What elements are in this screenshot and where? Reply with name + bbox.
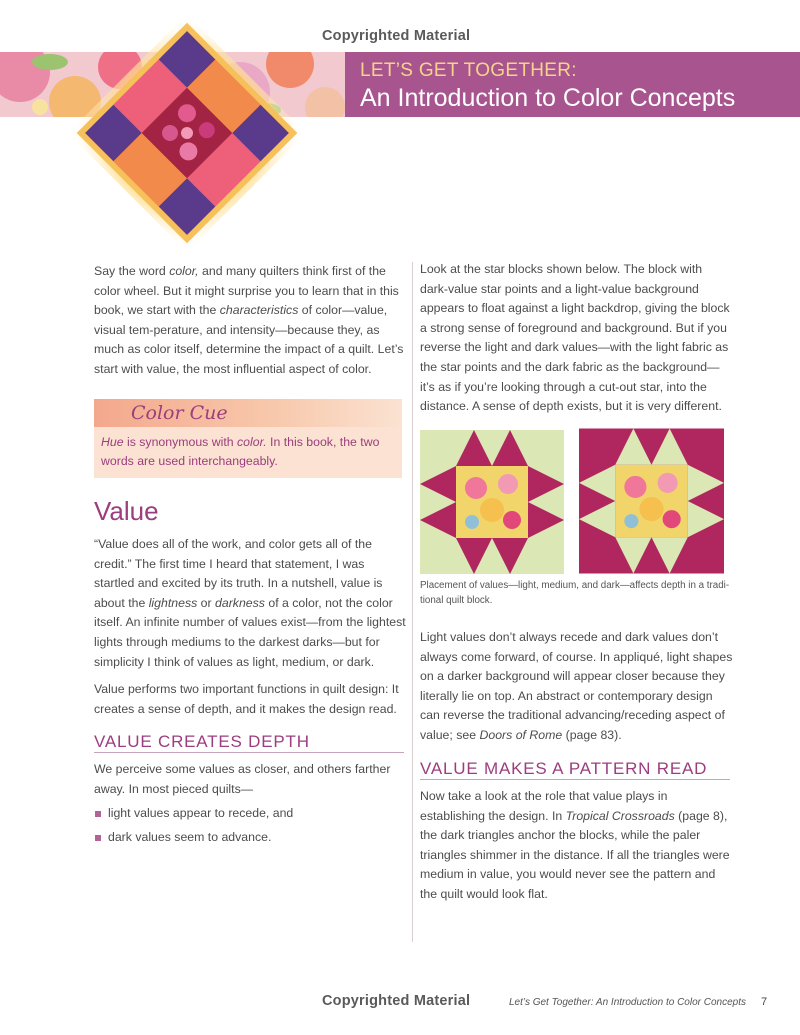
bullet-item: dark values seem to advance. [108,830,272,844]
bullet-marker [95,835,101,841]
color-cue-text: Hue is synonymous with color. In this book, the two words are used interchangeably. [101,435,380,468]
column-divider [412,262,413,942]
copyright-top: Copyrighted Material [322,28,471,44]
pattern-paragraph: Now take a look at the role that value plays in establishing the design. In Tropical Crossroads (page 8), the dark triangles anchor the blocks, while the paler triangles shimmer in the distance. If all the triangles were medium in value, you would never see the pattern and the quilt would look flat. [420,789,730,901]
copyright-bottom: Copyrighted Material [322,993,471,1009]
star-block-light-points [579,428,724,574]
bullet-marker [95,811,101,817]
pattern-heading: VALUE MAKES A PATTERN READ [420,759,708,778]
value-paragraph-2: Value performs two important functions in quilt design: It creates a sense of depth, and it makes the design read. [94,682,399,716]
value-paragraph-1: “Value does all of the work, and color gets all of the credit.” The first time I heard that statement, I was startled and excited by its truth. In a nutshell, value is about the lightness or darkness of a color, not the color itself. An infinite number of values exist—from the lightest lights through mediums to the darkest darks—but for simplicity I think of values as light, medium, or dark. [94,537,406,669]
bullet-item: light values appear to recede, and [108,806,294,820]
intro-paragraph: Say the word color, and many quilters think first of the color wheel. But it might surprise you to learn that in this book, we start with the characteristics of color—value, visual tem-perature, and intensity—because they, as much as color itself, determine the impact of a quilt. Let’s start with value, the most influential aspect of color. [94,264,404,376]
color-cue-title: Color Cue [131,402,228,424]
running-head: Let’s Get Together: An Introduction to Color Concepts [509,997,746,1008]
page-number: 7 [761,996,768,1008]
banner-kicker: LET’S GET TOGETHER: [360,60,577,81]
star-block-dark-points [420,430,564,574]
figure-caption: Placement of values—light, medium, and dark—affects depth in a tradi-tional quilt block. [420,580,730,606]
light-values-paragraph: Light values don’t always recede and dark values don’t always come forward, of course. In appliqué, light shapes on a darker background will appear closer because they literally lie on top. An abstract or contemporary design can reverse the traditional advancing/receding aspect of value; see Doors of Rome (page 83). [420,630,733,742]
quilt-diamond-image [60,10,315,255]
depth-paragraph: We perceive some values as closer, and others farther away. In most pieced quilts— [94,762,391,796]
value-body [94,535,406,727]
chapter-title: An Introduction to Color Concepts [360,84,736,112]
star-blocks-paragraph: Look at the star blocks shown below. The block with dark-value star points and a light-value background appears to float against a light backdrop, giving the block a strong sense of foreground and background. But if you reverse the light and dark values—with the light fabric as the star points and the dark fabric as the background—it’s as if you’re looking through a cut-out star, into the distance. A sense of depth exists, but it is very different. [420,262,730,414]
depth-heading-rule [94,752,404,753]
depth-heading: VALUE CREATES DEPTH [94,732,310,751]
pattern-heading-rule [420,779,730,780]
value-heading: Value [94,496,159,526]
